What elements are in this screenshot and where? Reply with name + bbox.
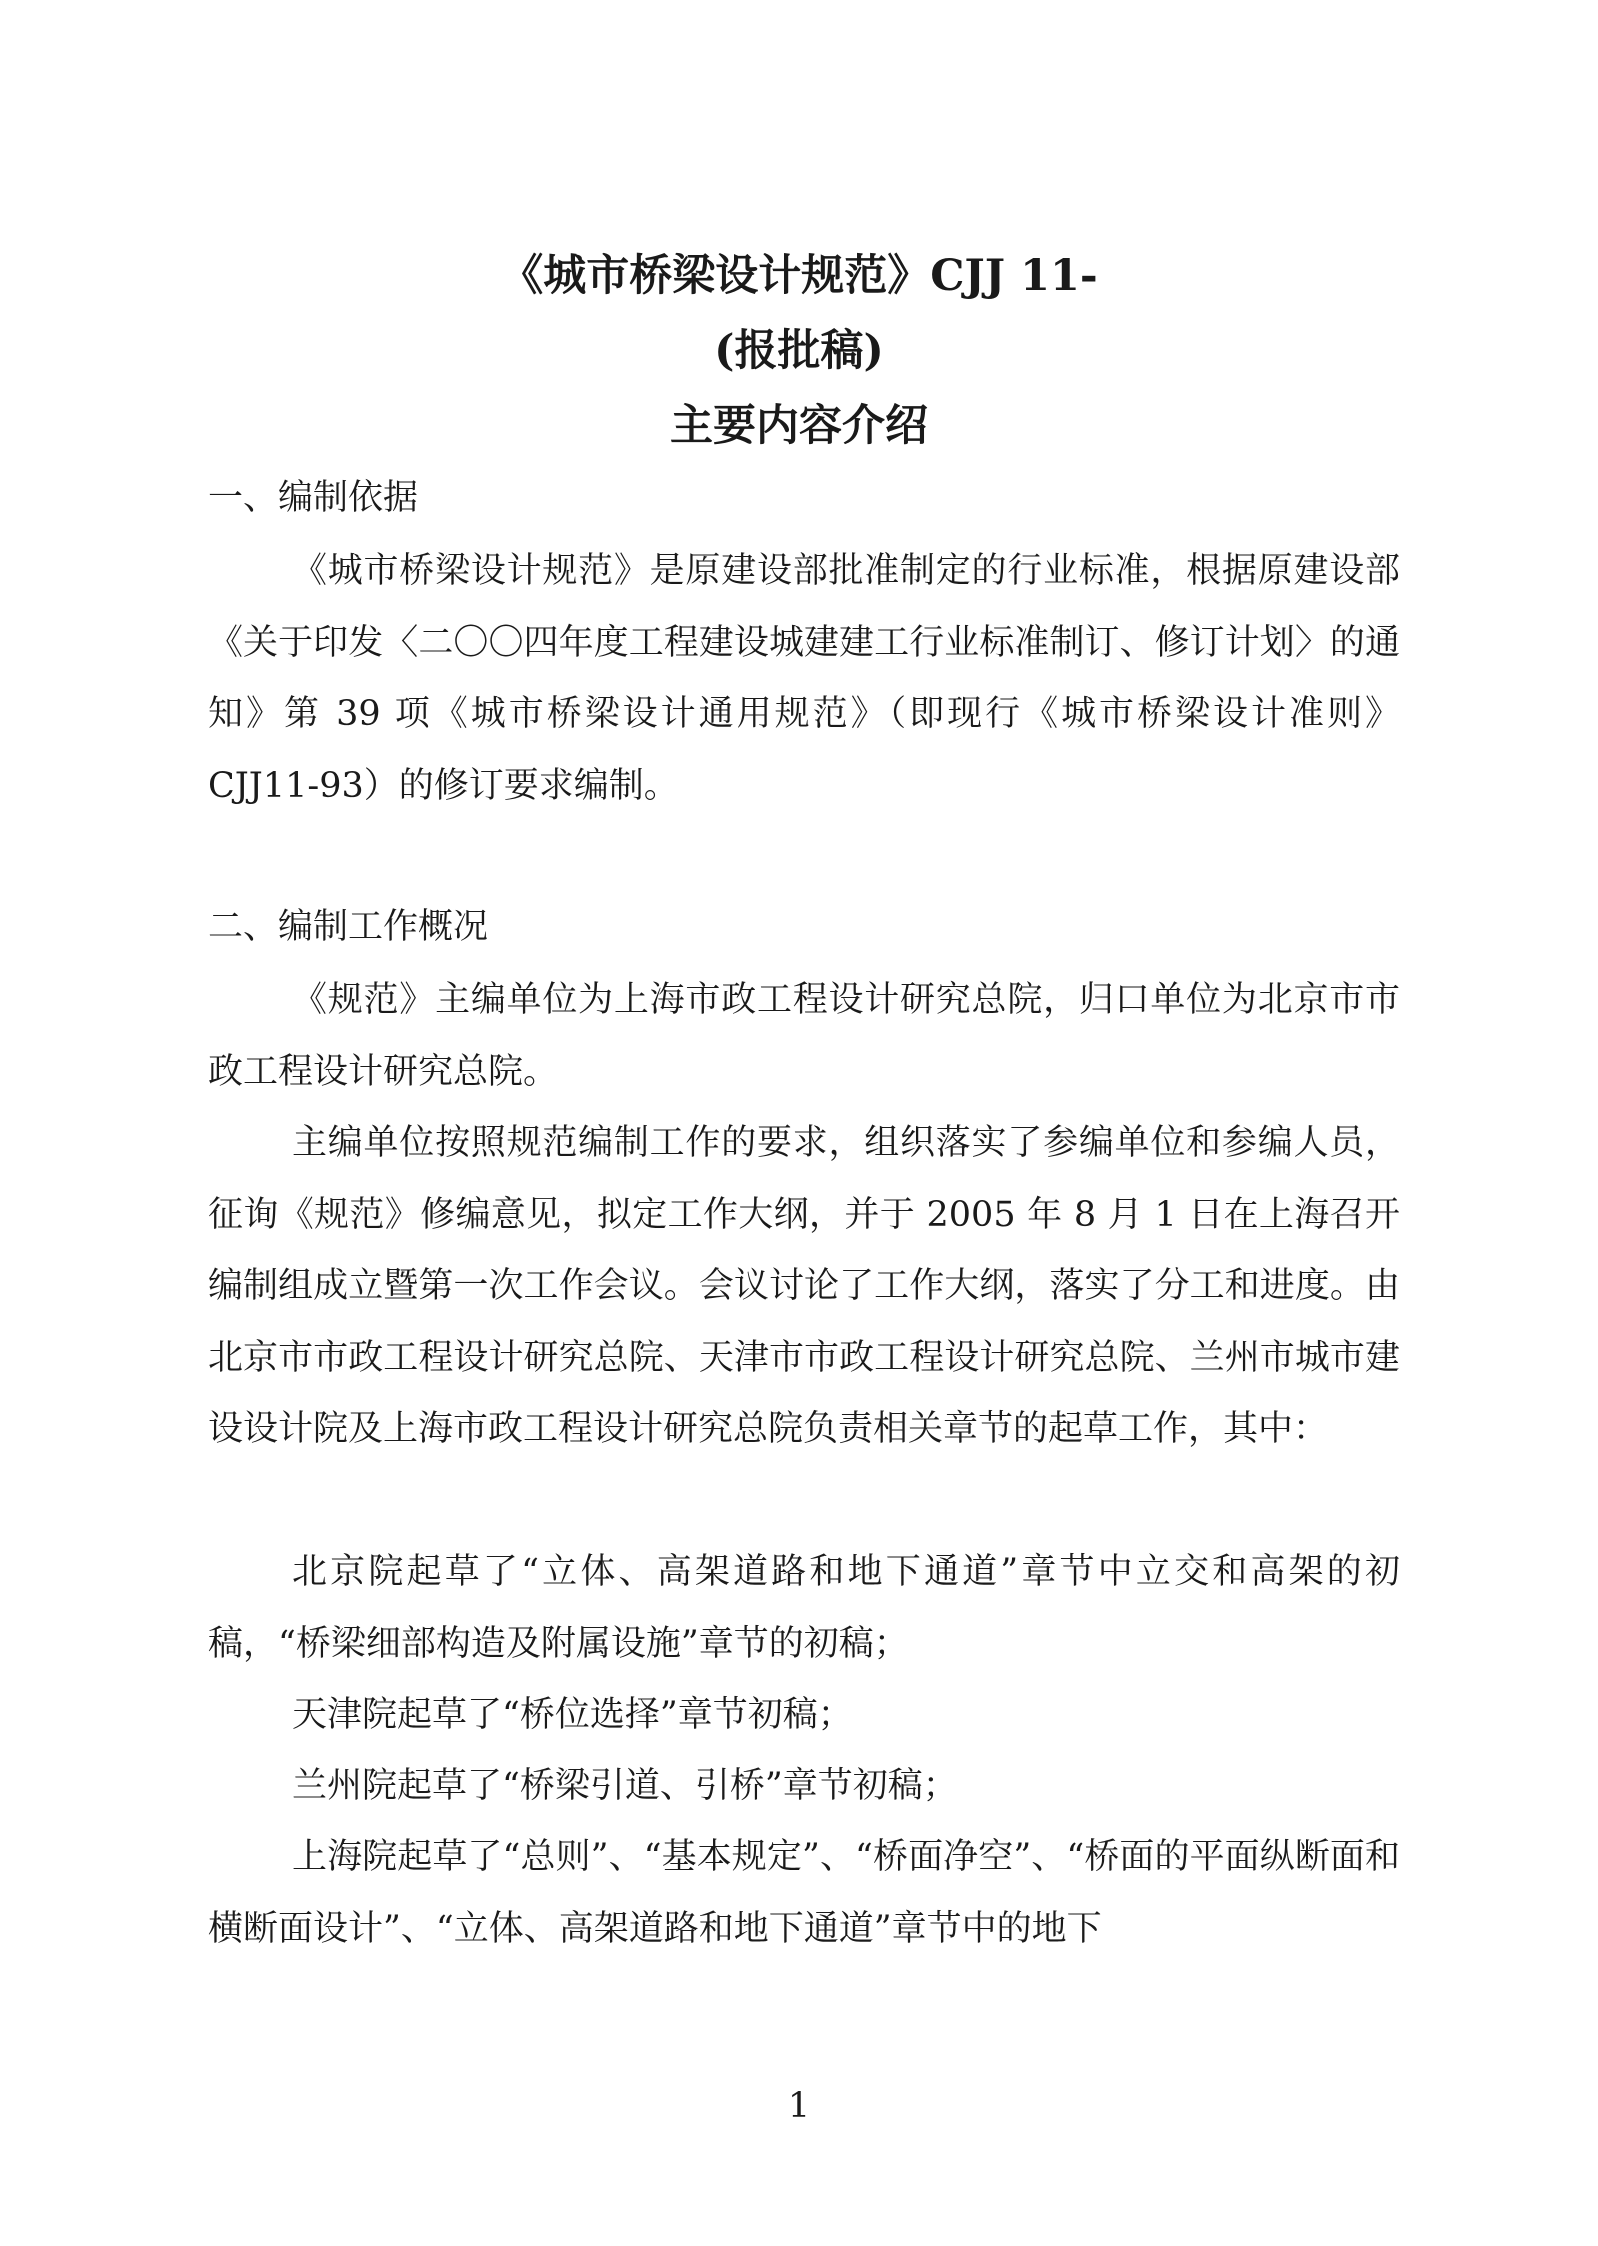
paragraph-work-organization: 主编单位按照规范编制工作的要求，组织落实了参编单位和参编人员，征询《规范》修编意见，拟定工作大纲，并于 2005 年 8 月 1 日在上海召开编制组成立暨第一次工作会议。会议讨论了工作大纲，落实了分工和进度。由北京市市政工程设计研究总院、天津市市政工程设计研究总院、兰州市城市建设设计院及上海市政工程设计研究总院负责相关章节的起草工作，其中： [208, 1123, 1400, 1449]
paragraph-beijing-drafting: 北京院起草了“立体、高架道路和地下通道”章节中立交和高架的初稿，“桥梁细部构造及附属设施”章节的初稿； [208, 1552, 1400, 1664]
paragraph-tianjin-drafting: 天津院起草了“桥位选择”章节初稿； [292, 1695, 853, 1735]
paragraph-basis: 《城市桥梁设计规范》是原建设部批准制定的行业标准，根据原建设部《关于印发〈二〇〇四年度工程建设城建建工行业标准制订、修订计划〉的通知》第 39 项《城市桥梁设计通用规范》（即现行《城市桥梁设计准则》CJJ11-93）的修订要求编制。 [208, 551, 1400, 806]
page-number: 1 [787, 2086, 811, 2126]
paragraph-shanghai-drafting: 上海院起草了“总则”、“基本规定”、“桥面净空”、“桥面的平面纵断面和横断面设计”、“立体、高架道路和地下通道”章节中的地下 [208, 1837, 1400, 1949]
document-status: (报批稿) [714, 326, 884, 376]
paragraph-lanzhou-drafting: 兰州院起草了“桥梁引道、引桥”章节初稿； [292, 1766, 958, 1806]
section-heading-basis: 一、编制依据 [208, 478, 419, 518]
document-subtitle: 主要内容介绍 [670, 401, 928, 451]
document-title: 《城市桥梁设计规范》CJJ 11- [500, 251, 1098, 301]
paragraph-editor-units: 《规范》主编单位为上海市政工程设计研究总院，归口单位为北京市市政工程设计研究总院。 [208, 980, 1400, 1092]
section-heading-overview: 二、编制工作概况 [208, 907, 489, 947]
